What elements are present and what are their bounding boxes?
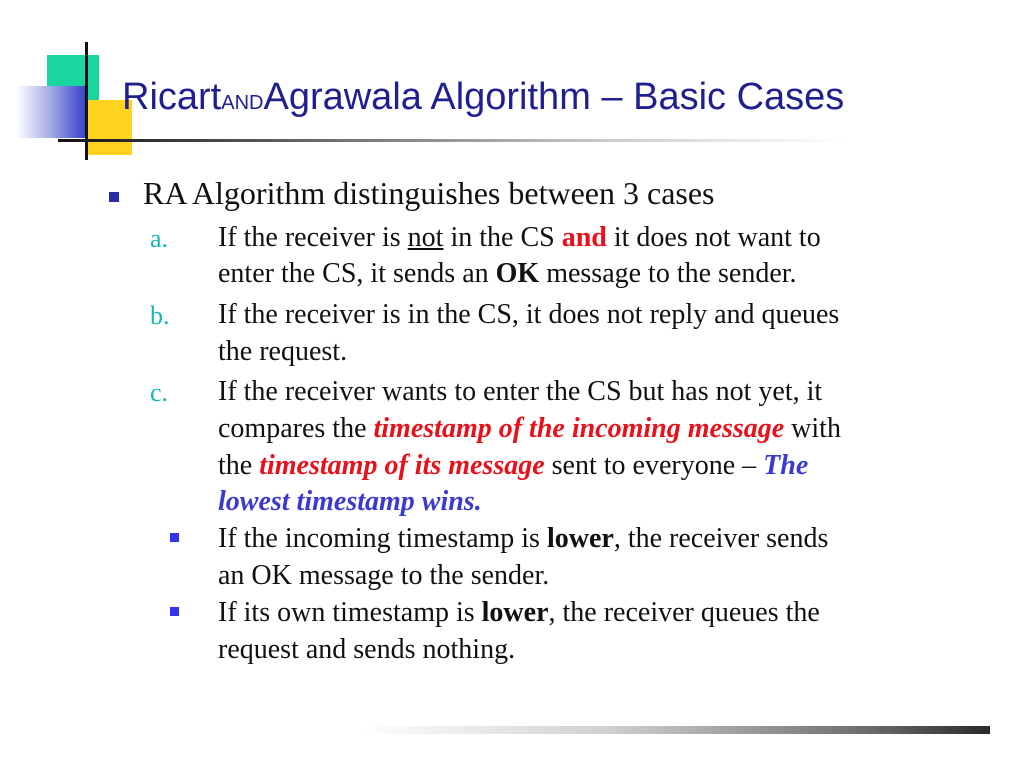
item-c-line3 [218, 450, 808, 482]
sub-bullet-icon [170, 607, 179, 616]
item-c-marker: c. [150, 378, 169, 407]
item-c-timestamp-own: timestamp of its message [259, 450, 545, 481]
slide-title [122, 76, 844, 119]
item-c-line1: If the receiver wants to enter the CS but has not yet, it [218, 376, 823, 407]
item-b-line2: the request. [218, 336, 348, 367]
title-part-ricart: Ricart [122, 76, 222, 118]
item-c-lowest-wins: The [763, 450, 809, 481]
sub-item-text: , the receiver queues the [548, 597, 820, 628]
item-c-timestamp-incoming: timestamp of the incoming message [373, 413, 785, 444]
sub-item-text: , the receiver sends [613, 523, 829, 554]
sub-bullet-icon [170, 533, 179, 542]
sub-item-1-line2: an OK message to the sender. [218, 560, 550, 591]
item-b-marker: b. [150, 301, 170, 330]
sub-item-2-line2: request and sends nothing. [218, 634, 516, 665]
sub-item-2-line1 [218, 597, 820, 629]
sub-item-1-line1 [218, 523, 828, 555]
item-a-ok: OK [495, 258, 540, 289]
item-a-not: not [407, 222, 444, 253]
item-a-line1 [218, 222, 821, 254]
item-a-and: and [561, 222, 607, 253]
item-c-text: the [218, 450, 260, 481]
footer-gradient-bar [360, 726, 990, 734]
deco-vertical-line [85, 42, 88, 160]
item-c-line4: lowest timestamp wins. [218, 486, 482, 517]
sub-item-lower: lower [546, 523, 614, 554]
item-a-line2 [218, 258, 797, 290]
sub-item-text: If its own timestamp is [218, 597, 482, 628]
item-c-text: compares the [218, 413, 374, 444]
item-b-line1: If the receiver is in the CS, it does not reply and queues [218, 299, 840, 330]
item-a-text: message to the sender. [539, 258, 797, 289]
item-a-text: in the CS [443, 222, 562, 253]
main-bullet-icon [109, 192, 119, 202]
item-c-line2 [218, 413, 841, 445]
item-c-text: sent to everyone – [544, 450, 764, 481]
title-part-and: AND [221, 92, 264, 114]
item-a-marker: a. [150, 224, 169, 253]
sub-item-lower: lower [481, 597, 549, 628]
item-a-text: enter the CS, it sends an [218, 258, 496, 289]
sub-item-text: If the incoming timestamp is [218, 523, 547, 554]
main-bullet-text: RA Algorithm distinguishes between 3 cases [143, 175, 715, 211]
item-a-text: If the receiver is [218, 222, 408, 253]
title-underline [58, 139, 848, 142]
deco-blue-gradient-square [16, 86, 88, 138]
title-part-rest: Agrawala Algorithm – Basic Cases [263, 76, 845, 118]
item-c-text: with [784, 413, 841, 444]
item-a-text: it does not want to [606, 222, 821, 253]
